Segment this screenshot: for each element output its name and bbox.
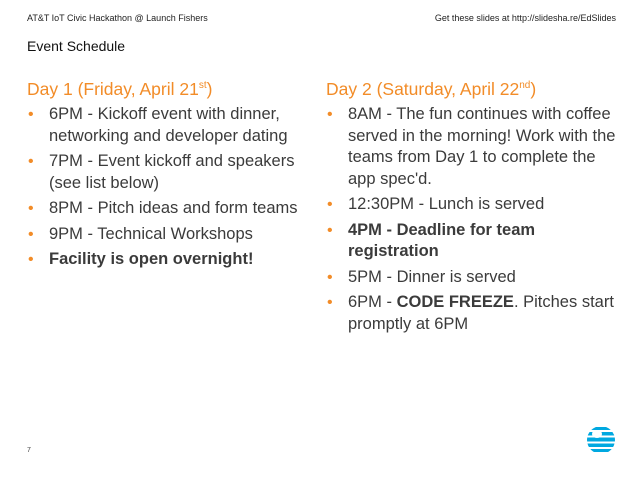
list-item: • 6PM - Kickoff event with dinner, networking and developer dating (28, 105, 288, 145)
day1-list (27, 104, 312, 271)
att-globe-logo-icon (586, 425, 616, 455)
list-item: • 9PM - Technical Workshops (28, 224, 253, 243)
list-item: • 6PM - CODE FREEZE. Pitches start promptly at 6PM (327, 293, 614, 333)
day2-column (326, 78, 626, 339)
day2-list (326, 104, 626, 335)
list-item: • 12:30PM - Lunch is served (327, 195, 545, 213)
list-item: • 4PM - Deadline for team registration (327, 220, 536, 260)
day1-column (27, 78, 312, 275)
header-event-name: AT&T IoT Civic Hackathon @ Launch Fishers (27, 13, 208, 23)
list-item: • 8AM - The fun continues with coffee served in the morning! Work with the teams from Day 1 to complete the app spec'd. (327, 105, 616, 188)
list-item: • Facility is open overnight! (28, 250, 254, 268)
header-slides-link: Get these slides at http://slidesha.re/EdSlides (434, 13, 616, 23)
list-item: • 5PM - Dinner is served (327, 267, 516, 286)
page-number: 7 (27, 447, 31, 454)
list-item: • 8PM - Pitch ideas and form teams (28, 199, 298, 217)
day1-heading: Day 1 (Friday, April 21st) (27, 79, 213, 99)
section-title: Event Schedule (27, 38, 126, 54)
list-item: • 7PM - Event kickoff and speakers (see list below) (28, 152, 295, 192)
day2-heading: Day 2 (Saturday, April 22nd) (326, 79, 537, 99)
